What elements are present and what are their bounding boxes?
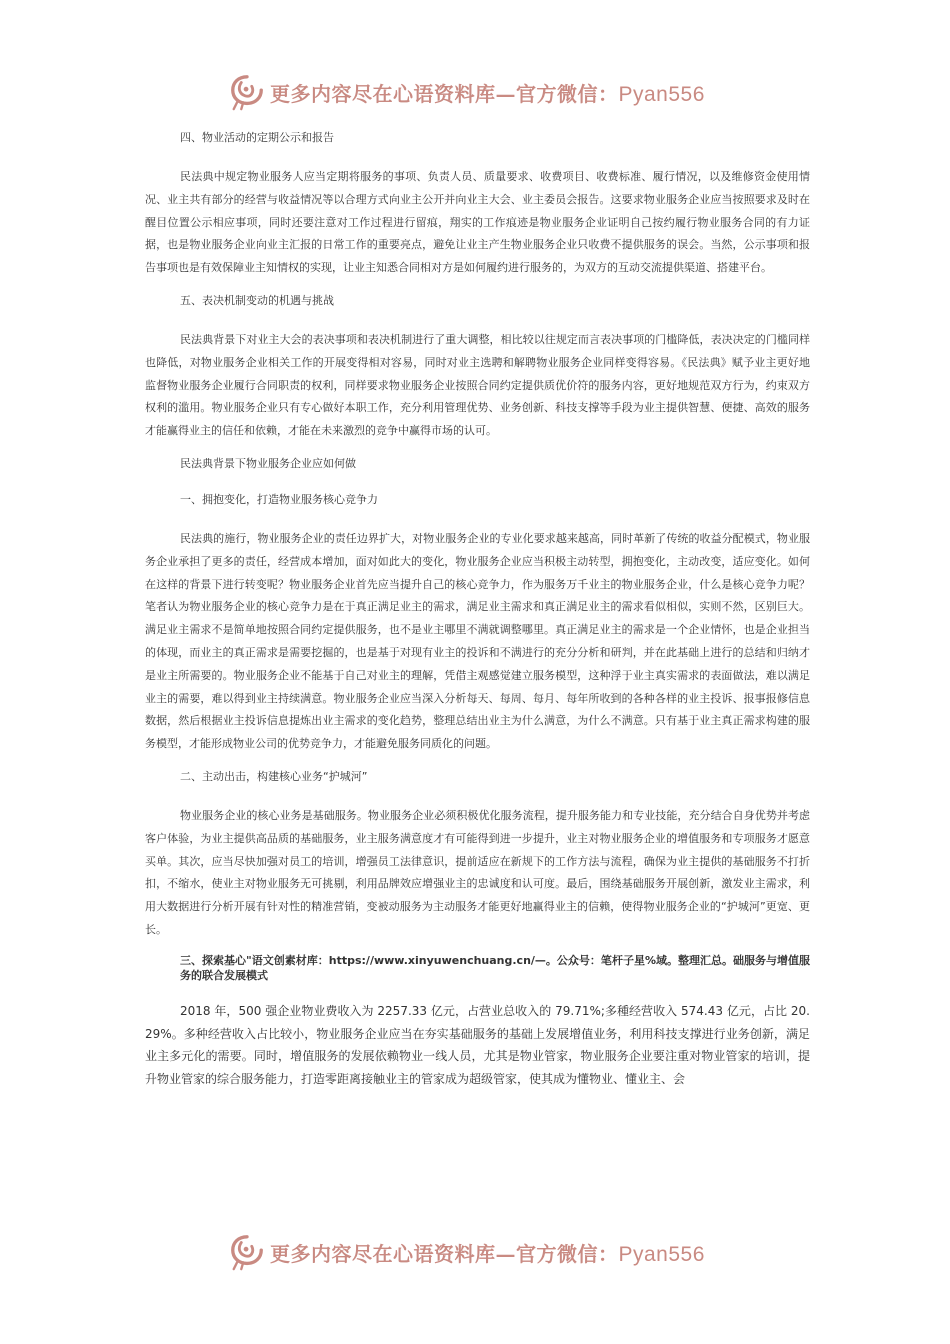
banner-text: 更多内容尽在心语资料库—官方微信：Pyan556 bbox=[270, 1241, 705, 1266]
subsection-2-heading: 二、主动出击，构建核心业务“护城河” bbox=[180, 769, 368, 783]
ribbon-logo-icon bbox=[228, 73, 266, 111]
subsection-3-paragraph: 2018 年，500 强企业物业费收入为 2257.33 亿元，占营业总收入的 79.71%;多種经营收入 574.43 亿元，占比 20.29%。多种经营收入占比较小，物业服务企业应当在夯实基础服务的基础上发展增值业务，利用科技支撑进行业务创新，满足业主多元化的需要。同时，增值服务的发展依赖物业一线人员，尤其是物业管家，物业服务企业要注重对物业管家的培训，提升物业管家的综合服务能力，打造零距离接触业主的管家成为超级管家，使其成为懂物业、懂业主、会 bbox=[145, 1003, 810, 1087]
ribbon-logo-icon bbox=[228, 1233, 266, 1271]
section-4-heading: 四、物业活动的定期公示和报告 bbox=[180, 131, 334, 144]
section-5-paragraph: 民法典背景下对业主大会的表决事项和表决机制进行了重大调整，相比较以往规定而言表决事项的门槛降低，表决决定的门槛同样也降低，对物业服务企业相关工作的开展变得相对容易，同时对业主选聘和解聘物业服务企业同样变得容易。《民法典》赋予业主更好地监督物业服务企业履行合同职责的权利，同样要求物业服务企业按照合同约定提供质优价符的服务内容，更好地规范双方行为，约束双方权利的滥用。物业服务企业只有专心做好本职工作，充分利用管理优势、业务创新、科技支撑等手段为业主提供智慧、便捷、高效的服务才能赢得业主的信任和依赖，才能在未来激烈的竞争中赢得市场的认可。 bbox=[145, 332, 810, 438]
document-body bbox=[145, 130, 810, 1104]
section-5-heading: 五、表决机制变动的机遇与挑战 bbox=[180, 293, 334, 307]
subsection-3-heading: 三、探索基心"语文创素材库：https://www.xinyuwenchuang.cn/—。公众号：笔杆子星%域。整理汇总。础服务与增值服务的联合发展模式 bbox=[180, 953, 810, 982]
header-banner bbox=[228, 72, 748, 112]
footer-banner bbox=[228, 1232, 748, 1272]
subsection-1-heading: 一、拥抱变化，打造物业服务核心竞争力 bbox=[180, 492, 378, 506]
how-to-heading: 民法典背景下物业服务企业应如何做 bbox=[180, 456, 356, 470]
subsection-1-paragraph: 民法典的施行，物业服务企业的责任边界扩大，对物业服务企业的专业化要求越来越高，同时革新了传统的收益分配模式，物业服务企业承担了更多的责任，经营成本增加，面对如此大的变化，物业服务企业应当积极主动转型，拥抱变化，主动改变，适应变化。如何在这样的背景下进行转变呢？物业服务企业首先应当提升自己的核心竞争力，作为服务万千业主的物业服务企业，什么是核心竞争力呢？笔者认为物业服务企业的核心竞争力是在于真正满足业主的需求，满足业主需求和真正满足业主的需求看似相似，实则不然，区别巨大。满足业主需求不是简单地按照合同约定提供服务，也不是业主哪里不满就调整哪里。真正满足业主的需求是一个企业情怀，也是企业担当的体现，而业主的真正需求是需要挖掘的，也是基于对现有业主的投诉和不满进行的充分分析和研判，并在此基础上进行的总结和归纳才是业主所需要的。物业服务企业不能基于自己对业主的理解，凭借主观感觉建立服务模型，这种浮于业主真实需求的表面做法，难以满足业主的需要，难以得到业主持续满意。物业服务企业应当深入分析每天、每周、每月、每年所收到的各种各样的业主投诉、报事报修信息数据，然后根据业主投诉信息提炼出业主需求的变化趋势，整理总结出业主为什么满意，为什么不满意。只有基于业主真正需求构建的服务模型，才能形成物业公司的优势竞争力，才能避免服务同质化的问题。 bbox=[145, 531, 810, 751]
subsection-2-paragraph: 物业服务企业的核心业务是基础服务。物业服务企业必须积极优化服务流程，提升服务能力和专业技能，充分结合自身优势并考虑客户体验，为业主提供高品质的基础服务，业主服务满意度才有可能得到进一步提升，业主对物业服务企业的增值服务和专项服务才愿意买单。其次，应当尽快加强对员工的培训，增强员工法律意识，提前适应在新规下的工作方法与流程，确保为业主提供的基础服务不打折扣，不缩水，使业主对物业服务无可挑剔，利用品牌效应增强业主的忠诚度和认可度。最后，围绕基础服务开展创新，激发业主需求，利用大数据进行分析开展有针对性的精准营销，变被动服务为主动服务才能更好地赢得业主的信赖，使得物业服务企业的“护城河”更宽、更长。 bbox=[145, 808, 810, 936]
section-4-paragraph: 民法典中规定物业服务人应当定期将服务的事项、负责人员、质量要求、收费项目、收费标准、履行情况，以及维修资金使用情况、业主共有部分的经营与收益情况等以合理方式向业主公开并向业主大会、业主委员会报告。这要求物业服务企业应当按照要求及时在醒目位置公示相应事项，同时还要注意对工作过程进行留痕，翔实的工作痕迹是物业服务企业证明自己按约履行物业服务合同的有力证据，也是物业服务企业向业主汇报的日常工作的重要亮点，避免让业主产生物业服务企业只收费不提供服务的误会。当然，公示事项和报告事项也是有效保障业主知情权的实现，让业主知悉合同相对方是如何履约进行服务的，为双方的互动交流提供渠道、搭建平台。 bbox=[145, 170, 810, 275]
banner-text: 更多内容尽在心语资料库—官方微信：Pyan556 bbox=[270, 81, 705, 106]
